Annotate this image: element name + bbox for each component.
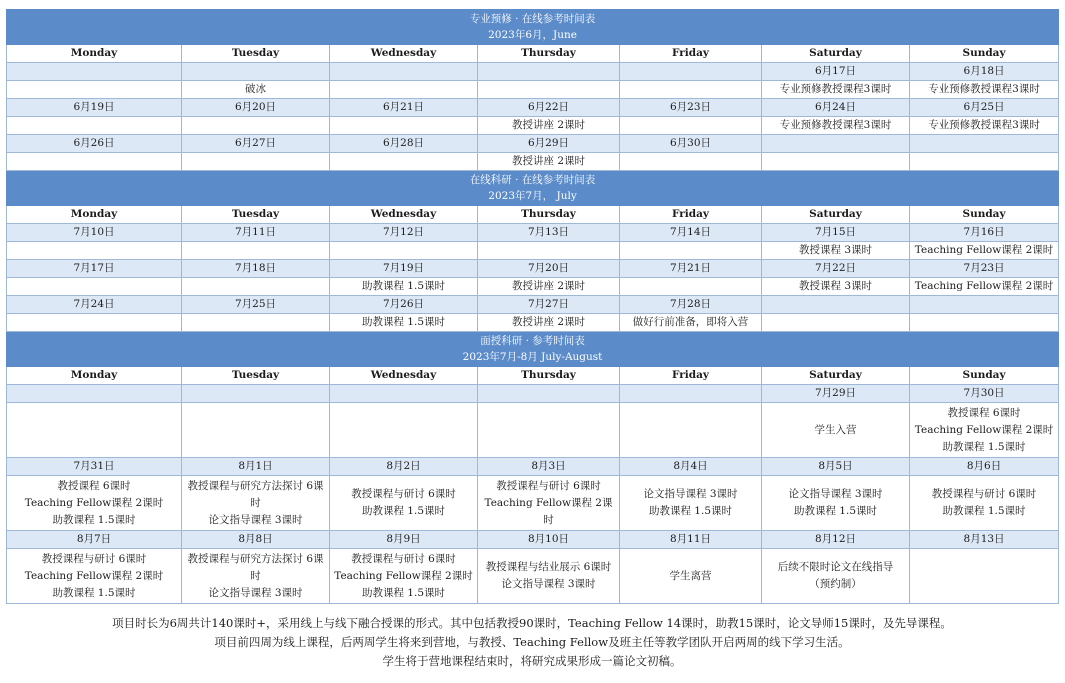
date-cell: 6月20日 [182,99,330,117]
activity-cell: 做好行前准备，即将入营 [620,314,762,332]
activity-row [7,476,1059,531]
date-cell: 6月28日 [330,135,478,153]
activity-row [7,117,1059,135]
activity-cell [182,278,330,296]
activity-cell [762,153,910,171]
date-cell [762,135,910,153]
date-cell [7,385,182,403]
weekday-header: Monday [7,45,182,63]
activity-cell: 教授课程与研讨 6课时 Teaching Fellow课程 2课时 助教课程 1.5课时 [330,549,478,604]
activity-cell [620,117,762,135]
date-cell: 8月9日 [330,531,478,549]
date-cell: 6月27日 [182,135,330,153]
weekday-header: Wednesday [330,206,478,224]
section-banner [7,171,1059,206]
date-cell: 7月30日 [910,385,1059,403]
date-cell: 8月3日 [478,458,620,476]
date-cell [330,63,478,81]
activity-cell [7,403,182,458]
weekday-header: Thursday [478,206,620,224]
activity-cell [478,81,620,99]
activity-cell [478,403,620,458]
weekday-header: Sunday [910,206,1059,224]
weekday-header: Thursday [478,45,620,63]
activity-cell [620,403,762,458]
activity-cell [910,549,1059,604]
activity-cell: 专业预修教授课程3课时 [910,117,1059,135]
date-cell [330,385,478,403]
section-title: 在线科研 · 在线参考时间表 [469,174,596,186]
date-cell: 6月18日 [910,63,1059,81]
date-row [7,135,1059,153]
activity-cell: Teaching Fellow课程 2课时 [910,242,1059,260]
activity-cell [7,81,182,99]
date-cell: 6月29日 [478,135,620,153]
activity-cell: 学生离营 [620,549,762,604]
activity-cell: 教授课程 6课时 Teaching Fellow课程 2课时 助教课程 1.5课时 [910,403,1059,458]
activity-cell [330,81,478,99]
activity-cell [7,117,182,135]
activity-cell [7,314,182,332]
activity-cell [620,81,762,99]
activity-cell: 教授课程与研讨 6课时 助教课程 1.5课时 [330,476,478,531]
weekday-header: Tuesday [182,367,330,385]
date-cell: 8月4日 [620,458,762,476]
date-cell: 7月24日 [7,296,182,314]
weekday-header: Wednesday [330,367,478,385]
section-title: 面授科研 · 参考时间表 [480,335,585,347]
activity-cell: 教授课程与研讨 6课时 Teaching Fellow课程 2课时 [478,476,620,531]
weekday-header: Saturday [762,367,910,385]
weekday-header: Saturday [762,206,910,224]
date-cell: 6月21日 [330,99,478,117]
weekday-header: Sunday [910,45,1059,63]
activity-cell: 论文指导课程 3课时 助教课程 1.5课时 [620,476,762,531]
activity-cell: 教授课程 3课时 [762,242,910,260]
activity-cell [7,242,182,260]
date-cell: 7月27日 [478,296,620,314]
weekday-header: Friday [620,45,762,63]
date-cell: 7月10日 [7,224,182,242]
date-cell: 6月30日 [620,135,762,153]
note-line-2: 项目前四周为线上课程，后两周学生将来到营地，与教授、Teaching Fellow及班主任等教学团队开启两周的线下学习生活。 [214,635,850,649]
date-cell [182,63,330,81]
activity-cell: 教授课程 3课时 [762,278,910,296]
date-cell: 7月25日 [182,296,330,314]
activity-row [7,549,1059,604]
activity-cell [7,153,182,171]
activity-cell: 教授课程与结业展示 6课时 论文指导课程 3课时 [478,549,620,604]
date-cell: 6月17日 [762,63,910,81]
date-cell: 7月26日 [330,296,478,314]
activity-cell: 教授课程 6课时 Teaching Fellow课程 2课时 助教课程 1.5课时 [7,476,182,531]
date-cell: 8月12日 [762,531,910,549]
date-cell: 7月11日 [182,224,330,242]
activity-cell: 助教课程 1.5课时 [330,314,478,332]
date-cell: 7月21日 [620,260,762,278]
weekday-header: Monday [7,367,182,385]
weekday-header: Wednesday [330,45,478,63]
weekday-header: Sunday [910,367,1059,385]
activity-cell: 破冰 [182,81,330,99]
date-row [7,458,1059,476]
date-cell: 6月24日 [762,99,910,117]
activity-cell: 专业预修教授课程3课时 [910,81,1059,99]
activity-cell [762,314,910,332]
date-cell: 8月11日 [620,531,762,549]
weekday-header: Saturday [762,45,910,63]
weekday-header: Friday [620,367,762,385]
activity-cell [182,242,330,260]
activity-cell: 教授讲座 2课时 [478,278,620,296]
date-cell: 6月22日 [478,99,620,117]
date-cell: 8月2日 [330,458,478,476]
note-line-1: 项目时长为6周共计140课时+，采用线上与线下融合授课的形式。其中包括教授90课时，Teaching Fellow 14课时，助教15课时，论文导师15课时，及先导课程。 [112,616,952,630]
date-row [7,260,1059,278]
date-cell [910,296,1059,314]
weekday-header: Tuesday [182,206,330,224]
activity-cell [620,153,762,171]
activity-cell [478,242,620,260]
activity-cell: 教授课程与研究方法探讨 6课时 论文指导课程 3课时 [182,549,330,604]
activity-cell: Teaching Fellow课程 2课时 [910,278,1059,296]
date-cell: 7月13日 [478,224,620,242]
activity-cell [330,403,478,458]
date-row [7,385,1059,403]
activity-cell: 助教课程 1.5课时 [330,278,478,296]
date-row [7,531,1059,549]
date-cell: 7月22日 [762,260,910,278]
date-row [7,63,1059,81]
activity-cell [182,403,330,458]
activity-cell [910,314,1059,332]
activity-cell [620,278,762,296]
activity-row [7,278,1059,296]
activity-cell: 教授课程与研讨 6课时 助教课程 1.5课时 [910,476,1059,531]
date-row [7,224,1059,242]
date-cell [478,385,620,403]
activity-cell [620,242,762,260]
section-banner [7,332,1059,367]
activity-cell: 教授讲座 2课时 [478,314,620,332]
activity-row [7,242,1059,260]
activity-cell: 教授讲座 2课时 [478,117,620,135]
weekday-header-row [7,45,1059,63]
date-cell [7,63,182,81]
date-cell: 7月12日 [330,224,478,242]
date-cell [620,385,762,403]
weekday-header-row [7,367,1059,385]
activity-cell [182,153,330,171]
activity-row [7,153,1059,171]
date-cell [910,135,1059,153]
date-cell: 8月13日 [910,531,1059,549]
activity-row [7,81,1059,99]
activity-cell: 专业预修教授课程3课时 [762,81,910,99]
date-cell: 8月1日 [182,458,330,476]
date-cell: 8月8日 [182,531,330,549]
date-cell: 8月5日 [762,458,910,476]
date-cell [182,385,330,403]
weekday-header: Thursday [478,367,620,385]
activity-cell: 教授课程与研究方法探讨 6课时 论文指导课程 3课时 [182,476,330,531]
activity-cell: 后续不限时论文在线指导 （预约制） [762,549,910,604]
date-cell: 7月29日 [762,385,910,403]
activity-cell [7,278,182,296]
date-cell: 7月31日 [7,458,182,476]
date-row [7,296,1059,314]
activity-cell: 论文指导课程 3课时 助教课程 1.5课时 [762,476,910,531]
schedule-table [6,9,1059,604]
date-cell: 7月20日 [478,260,620,278]
activity-cell: 教授课程与研讨 6课时 Teaching Fellow课程 2课时 助教课程 1.5课时 [7,549,182,604]
note-line-3: 学生将于营地课程结束时，将研究成果形成一篇论文初稿。 [382,654,682,668]
activity-cell [330,242,478,260]
weekday-header: Monday [7,206,182,224]
date-cell: 7月15日 [762,224,910,242]
date-cell: 7月18日 [182,260,330,278]
activity-cell: 专业预修教授课程3课时 [762,117,910,135]
weekday-header-row [7,206,1059,224]
activity-cell [182,117,330,135]
date-cell: 8月7日 [7,531,182,549]
date-cell: 7月17日 [7,260,182,278]
date-cell: 6月25日 [910,99,1059,117]
section-subtitle: 2023年6月，June [488,29,577,41]
weekday-header: Tuesday [182,45,330,63]
date-cell [620,63,762,81]
date-cell: 8月10日 [478,531,620,549]
activity-cell: 学生入营 [762,403,910,458]
activity-cell [330,153,478,171]
activity-row [7,314,1059,332]
date-cell: 7月14日 [620,224,762,242]
activity-row [7,403,1059,458]
date-cell: 6月19日 [7,99,182,117]
date-cell: 7月16日 [910,224,1059,242]
section-title: 专业预修 · 在线参考时间表 [469,13,596,25]
section-subtitle: 2023年7月， July [488,190,577,202]
activity-cell [330,117,478,135]
activity-cell [182,314,330,332]
date-cell [762,296,910,314]
activity-cell [910,153,1059,171]
date-cell: 6月26日 [7,135,182,153]
date-cell: 7月19日 [330,260,478,278]
date-cell: 8月6日 [910,458,1059,476]
activity-cell: 教授讲座 2课时 [478,153,620,171]
date-cell: 7月28日 [620,296,762,314]
date-cell [478,63,620,81]
date-cell: 6月23日 [620,99,762,117]
program-notes [6,614,1058,671]
section-subtitle: 2023年7月-8月 July-August [462,351,603,363]
date-cell: 7月23日 [910,260,1059,278]
date-row [7,99,1059,117]
weekday-header: Friday [620,206,762,224]
section-banner [7,10,1059,45]
